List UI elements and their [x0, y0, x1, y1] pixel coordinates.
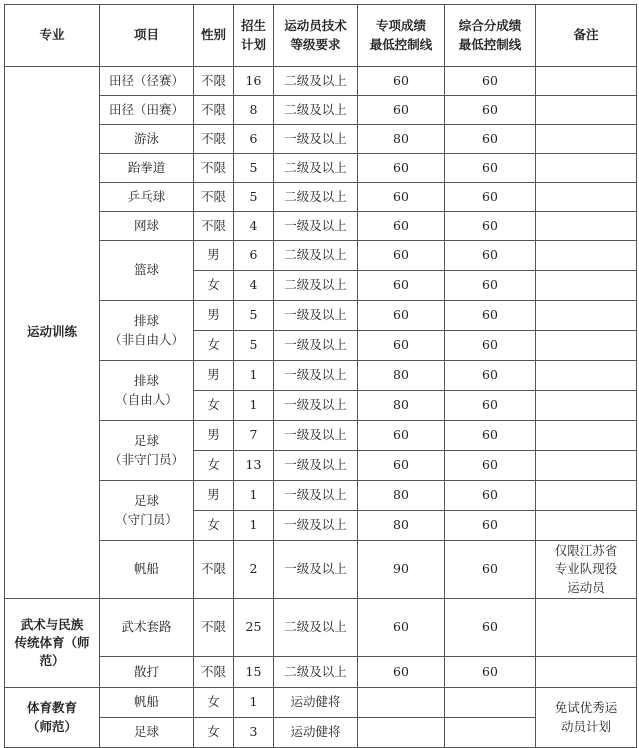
- remarks-cell: [536, 301, 637, 331]
- table-row: [5, 183, 637, 212]
- gender-cell: 男: [194, 421, 234, 451]
- special-cell: 60: [358, 451, 445, 481]
- major-line2: 传统体育（师: [14, 634, 90, 650]
- quota-cell: 3: [234, 718, 274, 748]
- item-cell: 篮球: [100, 241, 194, 301]
- level-cell: 二级及以上: [274, 96, 358, 125]
- item-cell: 散打: [100, 657, 194, 688]
- quota-cell: 2: [234, 541, 274, 599]
- remarks-cell: [536, 481, 637, 511]
- quota-cell: 25: [234, 599, 274, 657]
- special-cell: 60: [358, 96, 445, 125]
- header-level-line1: 运动员技术: [284, 18, 347, 34]
- quota-cell: 16: [234, 67, 274, 96]
- item-cell: 武术套路: [100, 599, 194, 657]
- gender-cell: 女: [194, 451, 234, 481]
- header-quota-line2: 计划: [240, 36, 266, 52]
- table-row: [5, 154, 637, 183]
- special-cell: 80: [358, 481, 445, 511]
- special-cell: 60: [358, 212, 445, 241]
- gender-cell: 不限: [194, 599, 234, 657]
- header-item: 项目: [100, 5, 194, 67]
- header-quota-line1: 招生: [240, 18, 266, 34]
- gender-cell: 女: [194, 688, 234, 718]
- composite-cell: 60: [445, 183, 536, 212]
- composite-cell: 60: [445, 541, 536, 599]
- remarks-cell: [536, 391, 637, 421]
- item-line1: 排球: [133, 313, 159, 329]
- composite-cell: 60: [445, 481, 536, 511]
- gender-cell: 不限: [194, 541, 234, 599]
- special-cell: 80: [358, 391, 445, 421]
- header-gender: 性别: [194, 5, 234, 67]
- remarks-line2: 动员计划: [560, 718, 611, 734]
- remarks-cell: [536, 96, 637, 125]
- quota-cell: 1: [234, 688, 274, 718]
- header-composite-line2: 最低控制线: [458, 36, 522, 52]
- gender-cell: 男: [194, 241, 234, 271]
- level-cell: 一级及以上: [274, 391, 358, 421]
- quota-cell: 5: [234, 301, 274, 331]
- composite-cell: [445, 688, 536, 718]
- special-cell: 60: [358, 241, 445, 271]
- level-cell: 二级及以上: [274, 241, 358, 271]
- quota-cell: 5: [234, 154, 274, 183]
- table-row: [5, 421, 637, 451]
- remarks-line1: 仅限江苏省: [554, 543, 618, 559]
- quota-cell: 6: [234, 125, 274, 154]
- level-cell: 二级及以上: [274, 183, 358, 212]
- header-special: [358, 5, 445, 67]
- composite-cell: 60: [445, 241, 536, 271]
- gender-cell: 女: [194, 331, 234, 361]
- remarks-cell: [536, 271, 637, 301]
- header-composite-line1: 综合分成绩: [458, 18, 522, 34]
- composite-cell: 60: [445, 271, 536, 301]
- level-cell: 二级及以上: [274, 599, 358, 657]
- header-level: [274, 5, 358, 67]
- composite-cell: 60: [445, 421, 536, 451]
- remarks-cell: [536, 241, 637, 271]
- composite-cell: 60: [445, 331, 536, 361]
- quota-cell: 4: [234, 271, 274, 301]
- table-row: [5, 301, 637, 331]
- special-cell: 60: [358, 657, 445, 688]
- level-cell: 一级及以上: [274, 511, 358, 541]
- item-line2: （守门员）: [115, 511, 178, 527]
- composite-cell: 60: [445, 391, 536, 421]
- remarks-cell: [536, 154, 637, 183]
- item-cell: [100, 301, 194, 361]
- gender-cell: 不限: [194, 125, 234, 154]
- level-cell: 一级及以上: [274, 421, 358, 451]
- composite-cell: 60: [445, 599, 536, 657]
- level-cell: 一级及以上: [274, 331, 358, 361]
- gender-cell: 不限: [194, 67, 234, 96]
- special-cell: 80: [358, 511, 445, 541]
- composite-cell: 60: [445, 511, 536, 541]
- remarks-cell: [536, 688, 637, 748]
- special-cell: 60: [358, 421, 445, 451]
- quota-cell: 1: [234, 511, 274, 541]
- level-cell: 一级及以上: [274, 481, 358, 511]
- remarks-cell: [536, 125, 637, 154]
- quota-cell: 1: [234, 361, 274, 391]
- composite-cell: 60: [445, 67, 536, 96]
- level-cell: 一级及以上: [274, 212, 358, 241]
- remarks-cell: [536, 183, 637, 212]
- major-line2: （师范）: [26, 718, 77, 734]
- quota-cell: 1: [234, 481, 274, 511]
- gender-cell: 不限: [194, 183, 234, 212]
- special-cell: 60: [358, 331, 445, 361]
- remarks-cell: [536, 599, 637, 657]
- remarks-line3: 运动员: [567, 579, 605, 595]
- major-training: 运动训练: [5, 67, 100, 599]
- gender-cell: 不限: [194, 154, 234, 183]
- item-line1: 排球: [133, 373, 159, 389]
- composite-cell: 60: [445, 154, 536, 183]
- item-line1: 足球: [133, 433, 159, 449]
- remarks-cell: [536, 541, 637, 599]
- quota-cell: 13: [234, 451, 274, 481]
- table-row: [5, 67, 637, 96]
- quota-cell: 15: [234, 657, 274, 688]
- quota-cell: 1: [234, 391, 274, 421]
- quota-cell: 6: [234, 241, 274, 271]
- remarks-cell: [536, 361, 637, 391]
- level-cell: 一级及以上: [274, 541, 358, 599]
- item-cell: 田径（田赛）: [100, 96, 194, 125]
- gender-cell: 男: [194, 481, 234, 511]
- remarks-cell: [536, 331, 637, 361]
- table-row: [5, 657, 637, 688]
- level-cell: 一级及以上: [274, 451, 358, 481]
- remarks-cell: [536, 67, 637, 96]
- table-row: [5, 599, 637, 657]
- special-cell: 80: [358, 125, 445, 154]
- composite-cell: 60: [445, 96, 536, 125]
- gender-cell: 女: [194, 391, 234, 421]
- gender-cell: 不限: [194, 96, 234, 125]
- item-cell: 网球: [100, 212, 194, 241]
- header-special-line2: 最低控制线: [369, 36, 433, 52]
- item-cell: 跆拳道: [100, 154, 194, 183]
- remarks-cell: [536, 657, 637, 688]
- major-line3: 范）: [39, 653, 65, 669]
- remarks-cell: [536, 451, 637, 481]
- special-cell: 60: [358, 67, 445, 96]
- special-cell: 60: [358, 599, 445, 657]
- gender-cell: 不限: [194, 657, 234, 688]
- special-cell: 60: [358, 154, 445, 183]
- major-line1: 体育教育: [26, 700, 77, 716]
- composite-cell: 60: [445, 657, 536, 688]
- gender-cell: 女: [194, 511, 234, 541]
- level-cell: 二级及以上: [274, 657, 358, 688]
- remarks-cell: [536, 421, 637, 451]
- remarks-line1: 免试优秀运: [554, 700, 618, 716]
- level-cell: 二级及以上: [274, 271, 358, 301]
- major-pe: [5, 688, 100, 748]
- special-cell: 60: [358, 271, 445, 301]
- level-cell: 一级及以上: [274, 361, 358, 391]
- table-row: [5, 212, 637, 241]
- gender-cell: 女: [194, 718, 234, 748]
- item-cell: 游泳: [100, 125, 194, 154]
- composite-cell: 60: [445, 212, 536, 241]
- composite-cell: 60: [445, 125, 536, 154]
- header-quota: [234, 5, 274, 67]
- special-cell: 60: [358, 301, 445, 331]
- composite-cell: 60: [445, 361, 536, 391]
- special-cell: 80: [358, 361, 445, 391]
- special-cell: [358, 688, 445, 718]
- item-line2: （非守门员）: [108, 451, 184, 467]
- item-cell: [100, 421, 194, 481]
- item-line2: （非自由人）: [108, 331, 184, 347]
- table-row: [5, 125, 637, 154]
- item-cell: 田径（径赛）: [100, 67, 194, 96]
- composite-cell: 60: [445, 451, 536, 481]
- composite-cell: 60: [445, 301, 536, 331]
- special-cell: 60: [358, 183, 445, 212]
- item-line1: 足球: [133, 493, 159, 509]
- composite-cell: [445, 718, 536, 748]
- level-cell: 二级及以上: [274, 154, 358, 183]
- level-cell: 运动健将: [274, 688, 358, 718]
- header-level-line2: 等级要求: [290, 36, 341, 52]
- gender-cell: 男: [194, 361, 234, 391]
- item-cell: 帆船: [100, 541, 194, 599]
- quota-cell: 4: [234, 212, 274, 241]
- table-row: [5, 361, 637, 391]
- item-cell: 帆船: [100, 688, 194, 718]
- remarks-cell: [536, 212, 637, 241]
- level-cell: 一级及以上: [274, 301, 358, 331]
- level-cell: 运动健将: [274, 718, 358, 748]
- level-cell: 一级及以上: [274, 125, 358, 154]
- table-row: [5, 541, 637, 599]
- item-cell: 足球: [100, 718, 194, 748]
- item-cell: [100, 361, 194, 421]
- major-wushu: [5, 599, 100, 688]
- level-cell: 二级及以上: [274, 67, 358, 96]
- gender-cell: 女: [194, 271, 234, 301]
- gender-cell: 不限: [194, 212, 234, 241]
- quota-cell: 5: [234, 331, 274, 361]
- table-row: [5, 481, 637, 511]
- remarks-cell: [536, 511, 637, 541]
- header-special-line1: 专项成绩: [375, 18, 426, 34]
- major-line1: 武术与民族: [20, 616, 84, 632]
- header-major: 专业: [5, 5, 100, 67]
- gender-cell: 男: [194, 301, 234, 331]
- header-composite: [445, 5, 536, 67]
- table-row: [5, 241, 637, 271]
- quota-cell: 8: [234, 96, 274, 125]
- special-cell: 90: [358, 541, 445, 599]
- special-cell: [358, 718, 445, 748]
- table-row: [5, 96, 637, 125]
- item-line2: （自由人）: [115, 391, 178, 407]
- quota-cell: 5: [234, 183, 274, 212]
- remarks-line2: 专业队现役: [554, 561, 618, 577]
- table-row: [5, 688, 637, 718]
- item-cell: 乒乓球: [100, 183, 194, 212]
- item-cell: [100, 481, 194, 541]
- header-remarks: 备注: [536, 5, 637, 67]
- quota-cell: 7: [234, 421, 274, 451]
- header-row: [5, 5, 637, 67]
- admissions-table: [4, 4, 637, 748]
